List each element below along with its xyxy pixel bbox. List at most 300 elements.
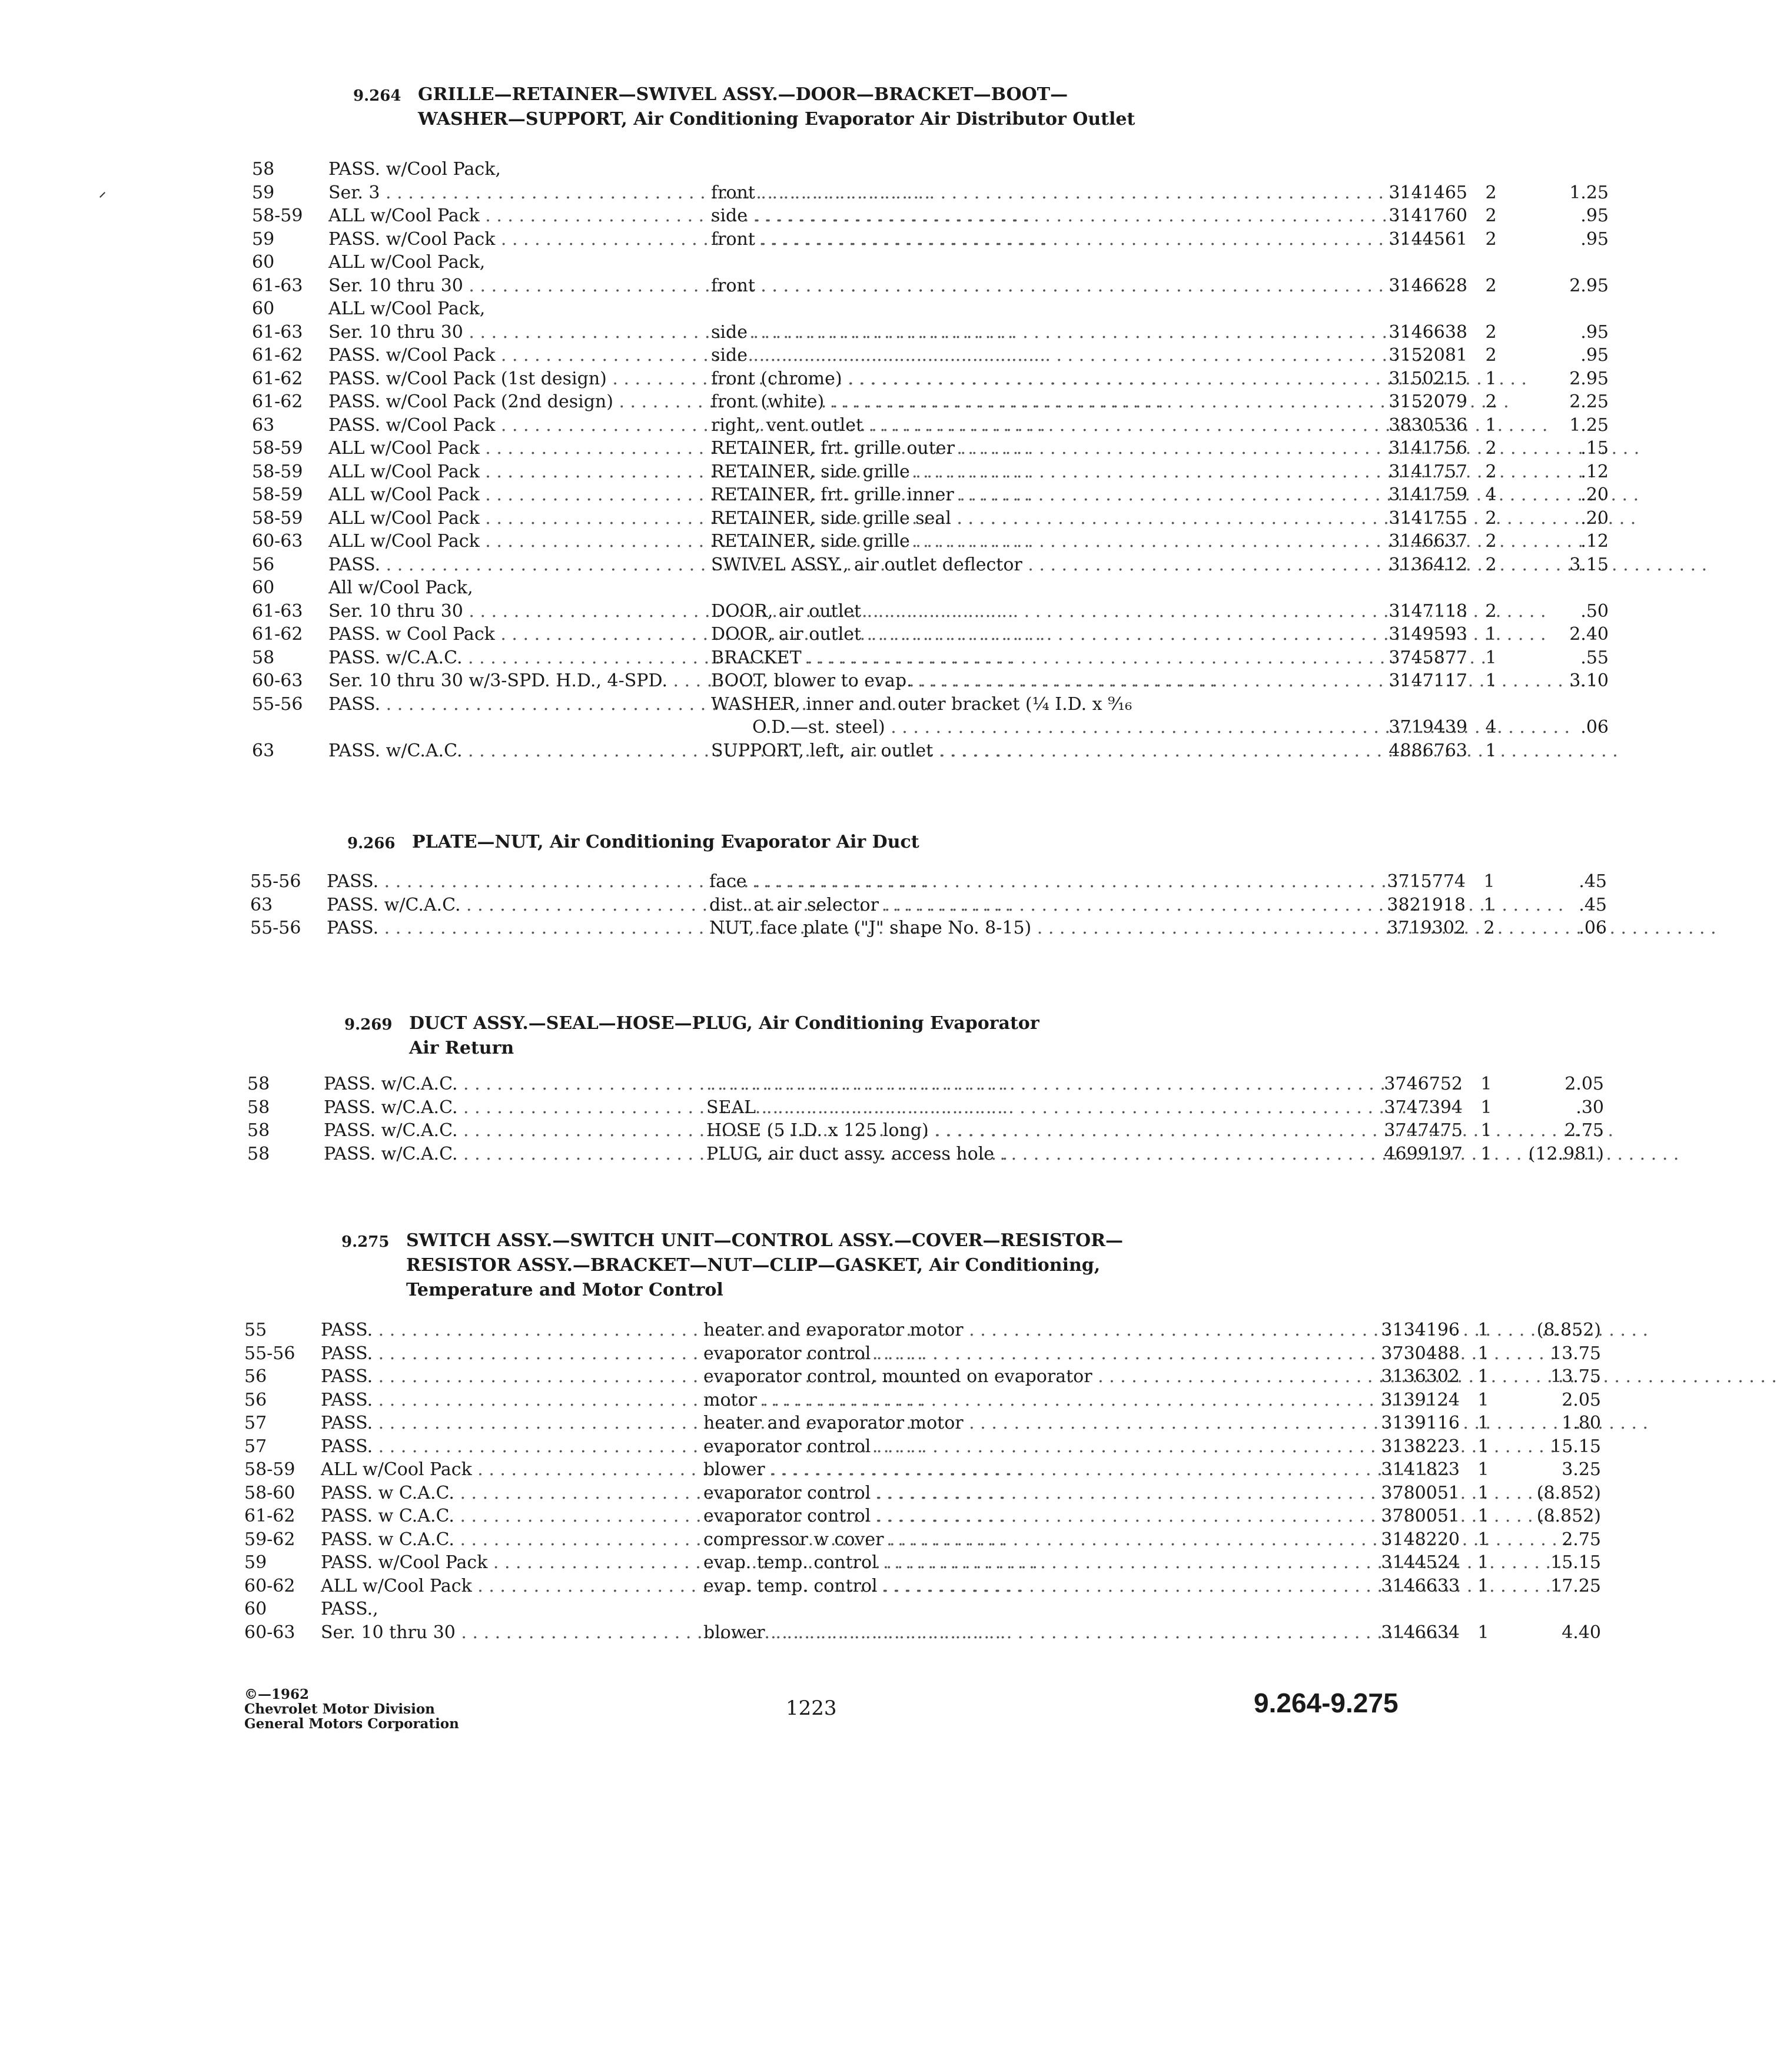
description-cell: front . . . (711, 228, 1367, 251)
model-cell: ALL w/Cool Pack . . . (328, 204, 767, 228)
part-number-cell: 3745877 (1389, 647, 1467, 668)
part-number-cell: 3747475 (1384, 1120, 1463, 1141)
description-cell: evap. temp. control . . . (703, 1551, 1360, 1575)
model-year-cell: 58 (252, 647, 275, 668)
description-cell: right, vent outlet . . . (711, 414, 1367, 437)
model-cell: PASS. w/Cool Pack . . . (328, 228, 767, 251)
model-year-cell: 55-56 (244, 1343, 295, 1364)
section-header (353, 82, 1135, 132)
description-cell: compressor w cover . . . (703, 1528, 1360, 1552)
part-number-cell: 3141823 (1381, 1459, 1460, 1480)
quantity-cell: 1 (1485, 414, 1497, 436)
section-number: 9.269 (344, 1016, 393, 1034)
price-cell: .95 (1580, 205, 1609, 226)
price-cell: .20 (1580, 507, 1609, 529)
model-cell: PASS. . . . (327, 917, 765, 940)
table-row (252, 297, 1370, 321)
quantity-cell: 2 (1485, 345, 1497, 366)
table-row (252, 530, 1609, 553)
division-text: Chevrolet Motor Division (244, 1701, 435, 1717)
quantity-cell: 1 (1477, 1366, 1489, 1387)
part-number-cell: 3146633 (1381, 1575, 1460, 1596)
quantity-cell: 2 (1485, 531, 1497, 552)
part-number-cell: 3152081 (1389, 345, 1467, 366)
part-number-cell: 3139124 (1381, 1389, 1460, 1410)
model-cell: PASS. w/C.A.C. . . . (324, 1072, 762, 1096)
model-cell: PASS. w/Cool Pack . . . (328, 414, 767, 437)
description-cell: evaporator control . . . (703, 1482, 1360, 1505)
price-cell: .06 (1579, 918, 1607, 938)
table-row (252, 507, 1609, 530)
model-year-cell: 55-56 (250, 918, 301, 938)
quantity-cell: 1 (1477, 1482, 1489, 1503)
model-year-cell: 58-59 (252, 438, 303, 459)
price-cell: 2.95 (1569, 368, 1609, 389)
model-cell: Ser. 10 thru 30 . . . (328, 600, 767, 623)
model-year-cell: 56 (244, 1366, 267, 1387)
table-row (244, 1528, 1601, 1552)
table-row (247, 1119, 1604, 1143)
model-cell: PASS. . . . (321, 1412, 759, 1435)
model-year-cell: 58-59 (252, 461, 303, 482)
table-row (252, 158, 1370, 181)
quantity-cell: 1 (1477, 1436, 1489, 1457)
price-cell: 1.25 (1569, 414, 1609, 436)
quantity-cell: 1 (1477, 1389, 1489, 1410)
model-year-cell: 61-63 (252, 275, 303, 296)
model-cell: ALL w/Cool Pack . . . (328, 437, 767, 460)
model-cell: Ser. 10 thru 30 . . . (321, 1621, 759, 1645)
section-title-line2: Air Return (409, 1038, 514, 1058)
parts-table-9-266 (250, 870, 1607, 940)
section-number: 9.264 (353, 87, 401, 105)
table-row (250, 894, 1607, 917)
model-cell: PASS. w/C.A.C. . . . (324, 1096, 762, 1120)
table-row (244, 1598, 1363, 1621)
description-cell: O.D.—st. steel) . . . (752, 716, 1367, 739)
copyright-text: ©—1962 (244, 1686, 310, 1702)
model-year-cell: 56 (244, 1389, 267, 1410)
part-number-cell: 3150215 (1389, 368, 1467, 389)
model-year-cell: 63 (252, 740, 275, 761)
description-cell: motor . . . (703, 1389, 1360, 1412)
section-number: 9.266 (347, 835, 396, 852)
part-number-cell: 3146637 (1389, 531, 1467, 552)
price-cell: 2.05 (1562, 1389, 1601, 1410)
part-number-cell: 3146634 (1381, 1622, 1460, 1643)
model-year-cell: 63 (250, 894, 273, 915)
description-cell: RETAINER, frt. grille outer . . . (711, 437, 1367, 460)
model-cell: Ser. 10 thru 30 . . . (328, 274, 767, 298)
quantity-cell: 2 (1485, 438, 1497, 459)
table-row (252, 576, 1370, 600)
part-number-cell: 3147118 (1389, 600, 1467, 622)
description-cell: side . . . (711, 321, 1367, 344)
table-row (250, 870, 1607, 894)
quantity-cell: 1 (1477, 1320, 1489, 1340)
part-number-cell: 3141759 (1389, 484, 1467, 505)
part-number-cell: 3141760 (1389, 205, 1467, 226)
page-number: 1223 (786, 1696, 837, 1720)
publisher-block (244, 1687, 459, 1731)
table-row (250, 917, 1607, 940)
part-number-cell: 3144524 (1381, 1552, 1460, 1573)
model-cell: PASS. w C.A.C. . . . (321, 1505, 759, 1528)
price-cell: .06 (1580, 717, 1609, 738)
model-cell: PASS. w/C.A.C. . . . (324, 1143, 762, 1166)
quantity-cell: 1 (1477, 1343, 1489, 1364)
description-cell: heater and evaporator motor . . . (703, 1319, 1360, 1342)
description-cell: blower . . . (703, 1458, 1360, 1482)
quantity-cell: 2 (1483, 918, 1495, 938)
part-number-cell: 3141756 (1389, 438, 1467, 459)
table-row (244, 1458, 1601, 1482)
part-number-cell: 3136412 (1389, 554, 1467, 575)
model-year-cell: 58-59 (252, 507, 303, 529)
description-cell: BRACKET . . . (711, 646, 1367, 670)
part-number-cell: 3134196 (1381, 1320, 1460, 1340)
model-cell: ALL w/Cool Pack, (328, 252, 486, 273)
quantity-cell: 4 (1485, 484, 1497, 505)
model-year-cell: 58-60 (244, 1482, 295, 1503)
part-number-cell: 3746752 (1384, 1074, 1463, 1094)
model-cell: ALL w/Cool Pack . . . (328, 507, 767, 530)
quantity-cell: 1 (1477, 1506, 1489, 1526)
description-cell: evaporator control . . . (703, 1505, 1360, 1528)
section-title-line3: Temperature and Motor Control (406, 1280, 723, 1300)
model-year-cell: 61-62 (252, 624, 303, 645)
table-row (252, 460, 1609, 484)
quantity-cell: 2 (1485, 228, 1497, 250)
price-cell: (8.852) (1536, 1482, 1601, 1503)
price-cell: .95 (1580, 228, 1609, 250)
table-row (252, 228, 1609, 251)
model-year-cell: 60-63 (252, 531, 303, 552)
price-cell: 2.40 (1569, 624, 1609, 645)
model-cell: PASS. w/Cool Pack (1st design) . . . (328, 367, 767, 391)
model-cell: PASS. w/Cool Pack, (328, 159, 501, 180)
model-cell: PASS. w/C.A.C. . . . (328, 646, 767, 670)
model-year-cell: 63 (252, 414, 275, 436)
table-row (252, 181, 1609, 205)
part-number-cell: 3138223 (1381, 1436, 1460, 1457)
description-cell: evaporator control . . . (703, 1342, 1360, 1366)
description-cell: side . . . (711, 204, 1367, 228)
model-cell: PASS. w Cool Pack . . . (328, 623, 767, 646)
description-cell: WASHER, inner and outer bracket (¼ I.D. x ⁹⁄₁₆ (711, 693, 1132, 715)
description-cell: evap. temp. control . . . (703, 1575, 1360, 1598)
table-row (252, 483, 1609, 507)
quantity-cell: 1 (1483, 871, 1495, 892)
price-cell: .50 (1580, 600, 1609, 622)
model-cell: PASS. w/Cool Pack . . . (328, 344, 767, 367)
price-cell: 17.25 (1550, 1575, 1601, 1596)
table-row (247, 1143, 1604, 1166)
quantity-cell: 2 (1485, 461, 1497, 482)
price-cell: 1.25 (1569, 182, 1609, 203)
price-cell: .30 (1576, 1097, 1604, 1118)
part-number-cell: 3141755 (1389, 507, 1467, 529)
price-cell: .12 (1580, 531, 1609, 552)
table-row (252, 414, 1609, 437)
model-year-cell: 61-63 (252, 321, 303, 343)
section-title-line2: RESISTOR ASSY.—BRACKET—NUT—CLIP—GASKET, Air Conditioning, (406, 1255, 1101, 1276)
model-cell: PASS. w/C.A.C. . . . (327, 894, 765, 917)
description-cell (706, 1072, 1363, 1096)
description-cell: SWIVEL ASSY., air outlet deflector . . . (711, 553, 1367, 577)
model-year-cell: 61-62 (252, 391, 303, 412)
model-year-cell: 61-62 (252, 345, 303, 366)
section-header (347, 830, 919, 855)
description-cell: evaporator control, mounted on evaporator . . . (703, 1365, 1360, 1389)
section-9-275 (341, 1228, 1124, 1325)
model-year-cell: 60 (252, 577, 275, 598)
model-cell: All w/Cool Pack, (328, 577, 473, 598)
table-row (252, 646, 1609, 670)
part-number-cell: 3780051 (1381, 1506, 1460, 1526)
page-range: 9.264-9.275 (1254, 1688, 1399, 1718)
model-year-cell: 55-56 (250, 871, 301, 892)
description-cell: SEAL . . . (706, 1096, 1363, 1120)
model-cell: PASS. . . . (321, 1342, 759, 1366)
model-year-cell: 61-62 (252, 368, 303, 389)
part-number-cell: 3719439 (1389, 717, 1467, 738)
model-cell: Ser. 3 . . . (328, 181, 767, 205)
model-year-cell: 56 (252, 554, 275, 575)
model-cell: PASS. . . . (328, 553, 767, 577)
section-header (344, 1011, 1039, 1061)
description-cell: front . . . (711, 274, 1367, 298)
price-cell: 2.95 (1569, 275, 1609, 296)
description-cell: DOOR, air outlet . . . (711, 623, 1367, 646)
price-cell: 3.25 (1562, 1459, 1601, 1480)
table-row (244, 1551, 1601, 1575)
table-row (252, 274, 1609, 298)
quantity-cell: 2 (1485, 507, 1497, 529)
model-cell: PASS. w/Cool Pack . . . (321, 1551, 759, 1575)
quantity-cell: 1 (1480, 1143, 1492, 1164)
price-cell: 13.75 (1550, 1343, 1601, 1364)
description-cell: front (white) . . . (711, 390, 1367, 414)
parts-table-9-269 (247, 1072, 1604, 1166)
model-year-cell: 55 (244, 1320, 267, 1340)
table-row (252, 321, 1609, 344)
model-year-cell: 55-56 (252, 693, 303, 715)
parts-table-9-264 (252, 158, 1609, 762)
price-cell: .15 (1580, 438, 1609, 459)
model-year-cell: 61-62 (244, 1506, 295, 1526)
section-9-264 (353, 82, 1135, 154)
part-number-cell: 3139116 (1381, 1413, 1460, 1433)
model-cell: PASS. . . . (321, 1389, 759, 1412)
part-number-cell: 3821918 (1387, 894, 1466, 915)
table-row (252, 553, 1609, 577)
table-row (252, 251, 1370, 274)
model-cell: PASS., (321, 1599, 378, 1619)
quantity-cell: 1 (1477, 1413, 1489, 1433)
quantity-cell: 2 (1485, 321, 1497, 343)
quantity-cell: 1 (1485, 624, 1497, 645)
quantity-cell: 4 (1485, 717, 1497, 738)
model-cell: PASS. . . . (321, 1365, 759, 1389)
table-row (252, 344, 1609, 367)
model-year-cell: 58 (247, 1120, 270, 1141)
table-row (252, 204, 1609, 228)
part-number-cell: 3147117 (1389, 670, 1467, 691)
section-title-line2: WASHER—SUPPORT, Air Conditioning Evaporator Air Distributor Outlet (418, 109, 1135, 130)
price-cell: (8.852) (1536, 1320, 1601, 1340)
model-cell: ALL w/Cool Pack . . . (328, 483, 767, 507)
section-title-line1: SWITCH ASSY.—SWITCH UNIT—CONTROL ASSY.—COVER—RESISTOR— (406, 1230, 1124, 1251)
table-row (244, 1435, 1601, 1459)
part-number-cell: 3136302 (1381, 1366, 1460, 1387)
model-year-cell: 58 (247, 1074, 270, 1094)
table-row (247, 1096, 1604, 1120)
description-cell: front (chrome) . . . (711, 367, 1367, 391)
model-year-cell: 59 (244, 1552, 267, 1573)
part-number-cell: 4886763 (1389, 740, 1467, 761)
part-number-cell: 3149593 (1389, 624, 1467, 645)
description-cell: RETAINER, side grille . . . (711, 530, 1367, 553)
model-year-cell: 60-63 (244, 1622, 295, 1643)
table-row (244, 1482, 1601, 1505)
quantity-cell: 1 (1477, 1552, 1489, 1573)
table-row (244, 1575, 1601, 1598)
table-row (252, 669, 1609, 693)
table-row (244, 1505, 1601, 1528)
price-cell: .55 (1580, 647, 1609, 668)
price-cell: 13.75 (1550, 1366, 1601, 1387)
model-year-cell: 58 (252, 159, 275, 180)
model-year-cell: 58-59 (252, 205, 303, 226)
quantity-cell: 1 (1485, 670, 1497, 691)
model-year-cell: 57 (244, 1413, 267, 1433)
quantity-cell: 1 (1483, 894, 1495, 915)
part-number-cell: 3141757 (1389, 461, 1467, 482)
model-year-cell: 59-62 (244, 1529, 295, 1550)
table-row (252, 716, 1609, 739)
price-cell: 2.75 (1562, 1529, 1601, 1550)
price-cell: 2.75 (1565, 1120, 1604, 1141)
model-cell: PASS. w/Cool Pack (2nd design) . . . (328, 390, 767, 414)
section-header (341, 1228, 1124, 1303)
price-cell: (12.981) (1528, 1143, 1604, 1164)
price-cell: .45 (1579, 894, 1607, 915)
part-number-cell: 3719302 (1387, 918, 1466, 938)
part-number-cell: 3144561 (1389, 228, 1467, 250)
price-cell: .12 (1580, 461, 1609, 482)
quantity-cell: 1 (1477, 1529, 1489, 1550)
quantity-cell: 2 (1485, 275, 1497, 296)
model-year-cell: 59 (252, 228, 275, 250)
part-number-cell: 3715774 (1387, 871, 1466, 892)
section-title-line1: DUCT ASSY.—SEAL—HOSE—PLUG, Air Conditioning Evaporator (409, 1013, 1039, 1034)
model-year-cell: 58-59 (252, 484, 303, 505)
price-cell: 3.15 (1569, 554, 1609, 575)
table-row (244, 1389, 1601, 1412)
model-year-cell: 58 (247, 1097, 270, 1118)
description-cell: PLUG, air duct assy. access hole . . . (706, 1143, 1363, 1166)
price-cell: (8.852) (1536, 1506, 1601, 1526)
table-row (252, 367, 1609, 391)
model-cell: PASS. w C.A.C. . . . (321, 1528, 759, 1552)
model-cell: PASS. w/C.A.C. . . . (328, 739, 767, 763)
stray-pen-mark (99, 192, 105, 198)
model-cell: ALL w/Cool Pack . . . (328, 460, 767, 484)
description-cell: DOOR, air outlet . . . (711, 600, 1367, 623)
description-cell: dist. at air selector . . . (709, 894, 1366, 917)
quantity-cell: 1 (1485, 368, 1497, 389)
quantity-cell: 1 (1477, 1575, 1489, 1596)
model-year-cell: 57 (244, 1436, 267, 1457)
model-year-cell: 61-63 (252, 600, 303, 622)
quantity-cell: 2 (1485, 600, 1497, 622)
model-cell: PASS. . . . (321, 1435, 759, 1459)
model-year-cell: 58-59 (244, 1459, 295, 1480)
model-cell: ALL w/Cool Pack . . . (328, 530, 767, 553)
table-row (252, 693, 1370, 716)
model-year-cell: 60 (252, 298, 275, 319)
model-year-cell: 60 (252, 252, 275, 273)
table-row (244, 1365, 1601, 1389)
model-cell: Ser. 10 thru 30 . . . (328, 321, 767, 344)
part-number-cell: 3830536 (1389, 414, 1467, 436)
description-cell: front . . . (711, 181, 1367, 205)
description-cell: SUPPORT, left, air outlet . . . (711, 739, 1367, 763)
part-number-cell: 3780051 (1381, 1482, 1460, 1503)
table-row (252, 739, 1497, 763)
model-cell: PASS. . . . (321, 1319, 759, 1342)
part-number-cell: 4699197 (1384, 1143, 1463, 1164)
quantity-cell: 1 (1480, 1074, 1492, 1094)
price-cell: 15.15 (1550, 1552, 1601, 1573)
part-number-cell: 3141465 (1389, 182, 1467, 203)
description-cell: heater and evaporator motor . . . (703, 1412, 1360, 1435)
table-row (252, 390, 1609, 414)
table-row (252, 437, 1609, 460)
model-year-cell: 60-62 (244, 1575, 295, 1596)
quantity-cell: 2 (1485, 205, 1497, 226)
model-year-cell: 59 (252, 182, 275, 203)
parts-table-9-275 (244, 1319, 1601, 1644)
model-cell: ALL w/Cool Pack, (328, 298, 486, 319)
quantity-cell: 2 (1485, 391, 1497, 412)
description-cell: NUT, face plate ("J" shape No. 8-15) . . . (709, 917, 1366, 940)
description-cell: side . . . (711, 344, 1367, 367)
section-title-line1: PLATE—NUT, Air Conditioning Evaporator Air Duct (412, 832, 919, 852)
price-cell: 2.05 (1565, 1074, 1604, 1094)
section-number: 9.275 (341, 1233, 390, 1251)
price-cell: 15.15 (1550, 1436, 1601, 1457)
table-row (252, 623, 1609, 646)
quantity-cell: 2 (1485, 182, 1497, 203)
description-cell: blower . . . (703, 1621, 1360, 1645)
price-cell: .95 (1580, 321, 1609, 343)
part-number-cell: 3146628 (1389, 275, 1467, 296)
model-cell: PASS. w/C.A.C. . . . (324, 1119, 762, 1143)
corporation-text: General Motors Corporation (244, 1716, 459, 1732)
price-cell: 1.80 (1562, 1413, 1601, 1433)
table-row (244, 1319, 1601, 1342)
model-cell: ALL w/Cool Pack . . . (321, 1575, 759, 1598)
table-row (244, 1621, 1601, 1645)
description-cell: face . . . (709, 870, 1366, 894)
part-number-cell: 3146638 (1389, 321, 1467, 343)
description-cell: RETAINER, side grille seal . . . (711, 507, 1367, 530)
price-cell: 2.25 (1569, 391, 1609, 412)
description-cell: evaporator control . . . (703, 1435, 1360, 1459)
description-cell: RETAINER, frt. grille inner . . . (711, 483, 1367, 507)
